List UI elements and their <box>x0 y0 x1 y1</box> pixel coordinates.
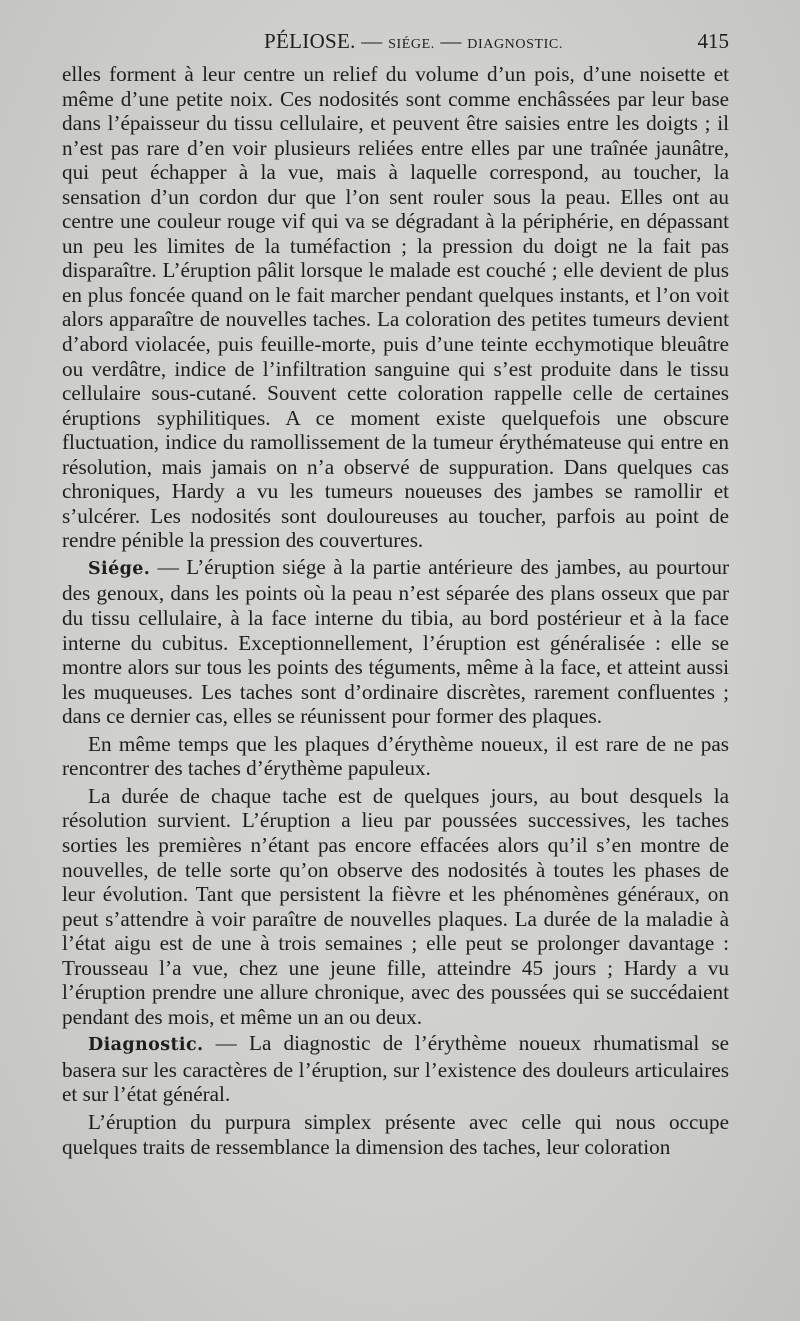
paragraph-siege <box>62 555 729 729</box>
running-head-separator: — <box>434 29 468 53</box>
paragraph-diagnostic <box>62 1031 729 1107</box>
running-head <box>62 29 729 54</box>
section-heading-siege: Siége. <box>88 558 151 579</box>
paragraph-text: — La diagnostic de l’érythème noueux rhumatismal se basera sur les caractères de l’éruption, sur l’existence des douleurs articulaires et sur l’état général. <box>62 1031 729 1107</box>
paragraph-purpura: L’éruption du purpura simplex présente avec celle qui nous occupe quelques traits de ressemblance la dimension des taches, leur coloration <box>62 1109 729 1159</box>
paragraph-text: — L’éruption siége à la partie antérieure des jambes, au pourtour des genoux, dans les points où la peau n’est séparée des plans osseux que par du tissu cellulaire, à la face interne du tibia, au bord postérieur et à la face interne du cubitus. Exceptionnellement, l’éruption est généralisée : elle se montre alors sur tous les points des téguments, même à la face, et atteint aussi les muqueuses. Les taches sont d’ordinaire discrètes, rarement confluentes ; dans ce dernier cas, elles se réunissent pour former des plaques. <box>62 554 729 729</box>
running-head-section-diagnostic: DIAGNOSTIC. <box>467 37 563 52</box>
running-head-section-siege: SIÉGE. <box>388 37 435 52</box>
page-header <box>62 29 729 59</box>
paragraph-duree: La durée de chaque tache est de quelques jours, au bout desquels la résolution survient. L’éruption a lieu par poussées successives, les taches sorties les premières n’étant pas encore effacées alors qu’il s’en montre de nouvelles, de telle sorte qu’on observe des nodosités à toutes les phases de leur évolution. Tant que persistent la fièvre et les phénomènes généraux, on peut s’attendre à voir paraître de nouvelles plaques. La durée de la maladie à l’état aigu est de une à trois semaines ; elle peut se prolonger davantage : Trousseau l’a vue, chez une jeune fille, atteindre 45 jours ; Hardy a vu l’éruption prendre une allure chronique, avec des poussées qui se succédaient pendant des mois, et même un an ou deux. <box>62 783 729 1029</box>
paragraph-erytheme-papuleux: En même temps que les plaques d’érythème noueux, il est rare de ne pas rencontrer des taches d’érythème papuleux. <box>62 731 729 781</box>
running-head-separator: — <box>355 29 389 53</box>
section-heading-diagnostic: Diagnostic. <box>88 1035 204 1056</box>
paragraph-continuation: elles forment à leur centre un relief du volume d’un pois, d’une noisette et même d’une petite noix. Ces nodosités sont comme enchâssées par leur base dans l’épaisseur du tissu cellulaire, et peuvent être saisies entre les doigts ; il n’est pas rare d’en voir plusieurs reliées entre elles par une traînée jaunâtre, qui peut échapper à la vue, mais à laquelle correspond, au toucher, la sensation d’un cordon dur que l’on sent rouler sous la peau. Elles ont au centre une couleur rouge vif qui va se dégradant à la périphérie, en dépassant un peu les limites de la tuméfaction ; la pression du doigt ne la fait pas disparaître. L’éruption pâlit lorsque le malade est couché ; elle devient de plus en plus foncée quand on le fait marcher pendant quelques instants, et l’on voit alors apparaître de nouvelles taches. La coloration des petites tumeurs devient d’abord violacée, puis feuille-morte, puis d’une teinte ecchymotique bleuâtre ou verdâtre, indice de l’infiltration sanguine qui s’est produite dans le tissu cellulaire sous-cutané. Souvent cette coloration rappelle celle de certaines éruptions syphilitiques. A ce moment existe quelquefois une obscure fluctuation, indice du ramollissement de la tumeur érythémateuse qui entre en résolution, mais jamais on n’a observé de suppuration. Dans quelques cas chroniques, Hardy a vu les tumeurs noueuses des jambes se ramollir et s’ulcérer. Les nodosités sont douloureuses au toucher, parfois au point de rendre pénible la pression des couvertures. <box>62 62 729 553</box>
page-number: 415 <box>697 29 729 53</box>
running-head-title: PÉLIOSE. <box>264 29 356 53</box>
body-text <box>62 62 729 1159</box>
